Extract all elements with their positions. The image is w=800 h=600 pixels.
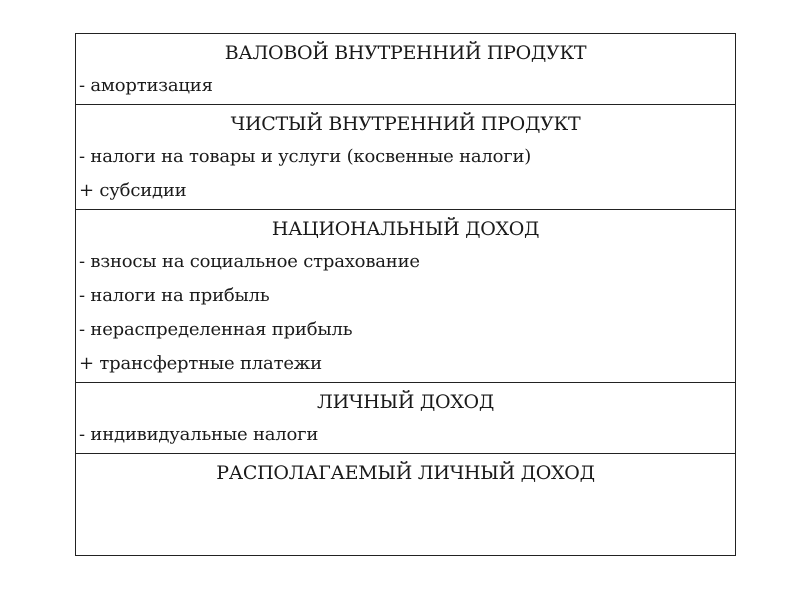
section-heading: ВАЛОВОЙ ВНУТРЕННИЙ ПРОДУКТ: [224, 42, 587, 64]
adjustment-row: - налоги на прибыль: [79, 285, 270, 306]
adjustment-row: - нераспределенная прибыль: [79, 319, 353, 340]
adjustment-row: + трансфертные платежи: [79, 353, 322, 374]
section-heading: РАСПОЛАГАЕМЫЙ ЛИЧНЫЙ ДОХОД: [216, 462, 595, 484]
section-national-income: [76, 210, 735, 383]
section-ndp: [76, 105, 735, 210]
adjustment-row: + субсидии: [79, 180, 187, 201]
section-gdp: [76, 34, 735, 105]
section-heading: НАЦИОНАЛЬНЫЙ ДОХОД: [271, 218, 540, 240]
section-personal-income: [76, 383, 735, 454]
adjustment-row: - амортизация: [79, 75, 213, 96]
adjustment-row: - взносы на социальное страхование: [79, 251, 420, 272]
income-flow-table: [75, 33, 736, 556]
adjustment-row: - индивидуальные налоги: [79, 424, 319, 445]
section-heading: ЛИЧНЫЙ ДОХОД: [317, 391, 494, 413]
adjustment-row: - налоги на товары и услуги (косвенные налоги): [79, 146, 532, 167]
section-disposable-income: [76, 454, 735, 555]
section-heading: ЧИСТЫЙ ВНУТРЕННИЙ ПРОДУКТ: [230, 113, 581, 135]
